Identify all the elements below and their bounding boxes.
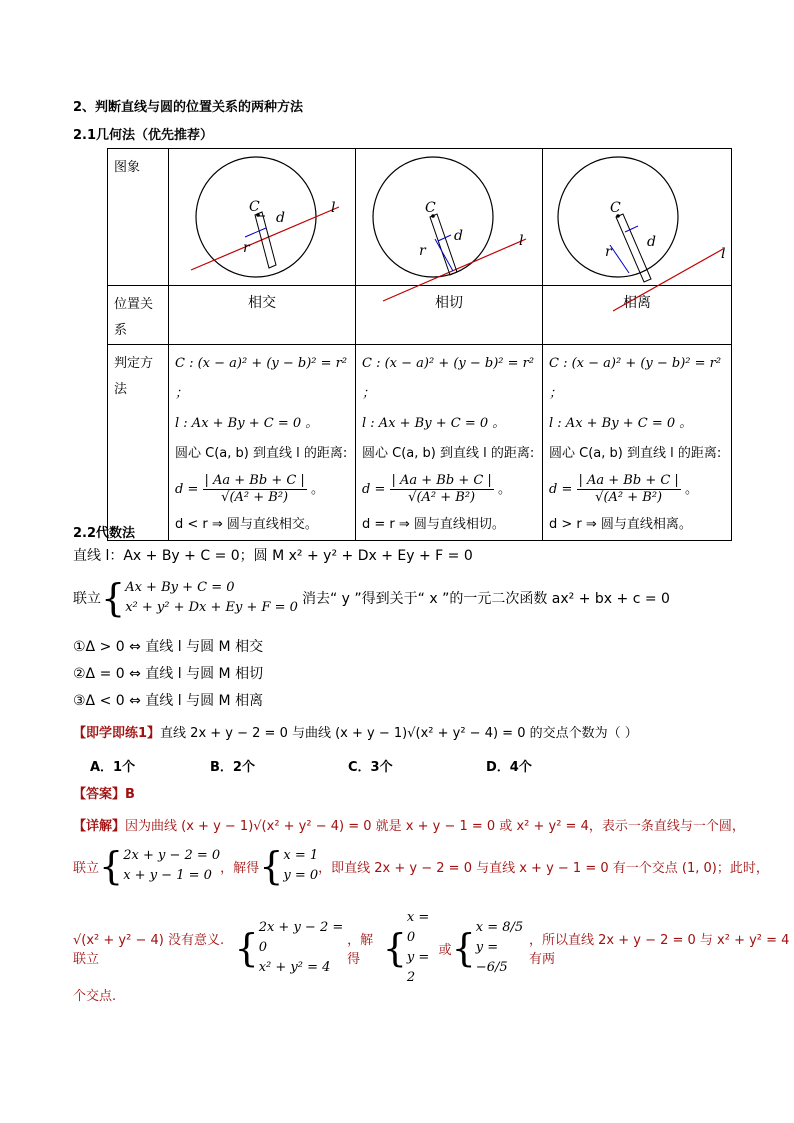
judge-tangent-cell xyxy=(356,345,543,541)
system-equations: Ax + By + C = 0 x² + y² + Dx + Ey + F = 0 xyxy=(125,580,298,615)
distance-formula: d = $\frac{| Aa + Bb + C |}{\text{√(A² + B²)}}$ 。 xyxy=(549,473,698,505)
answer-tag: 【答案】 xyxy=(73,787,126,802)
position-row-label-cell xyxy=(108,286,169,345)
judge-intersect-cell xyxy=(169,345,356,541)
circle-equation: C : (x − a)² + (y − b)² = r² ； xyxy=(549,356,722,401)
svg-text:r: r xyxy=(605,244,612,260)
position-row-label: 位置关系 xyxy=(114,297,154,338)
line-equation: l : Ax + By + C = 0 。 xyxy=(175,416,319,431)
case-separate: ③Δ < 0 ⇔ 直线 l 与圆 M 相离 xyxy=(73,693,264,709)
svg-text:C: C xyxy=(249,199,260,215)
subsection-heading-algebraic: 2.2代数法 xyxy=(73,526,136,541)
svg-text:C: C xyxy=(610,200,621,216)
case-tangent: ②Δ = 0 ⇔ 直线 l 与圆 M 相切 xyxy=(73,666,264,682)
eliminate-text: 消去“ y ”得到关于“ x ”的一元二次函数 ax² + bx + c = 0 xyxy=(301,591,670,607)
position-tangent: 相切 xyxy=(435,295,463,311)
svg-text:r: r xyxy=(419,243,426,259)
detail-line-4: 个交点. xyxy=(73,989,117,1004)
option-a: A．1个 xyxy=(90,760,136,775)
svg-text:d: d xyxy=(647,234,656,250)
section-heading: 2、判断直线与圆的位置关系的两种方法 xyxy=(73,100,304,115)
position-separate: 相离 xyxy=(623,295,651,311)
algebraic-system xyxy=(73,578,670,618)
detail-line-3: √(x² + y² − 4) 没有意义.联立 { 2x + y − 2 = 0 x² + y² = 4 ，解得 { x = 0 y = 2 或 { x = 8/5 y = −6/5 ，所以直线 2x + y − 2 = 0 与 x² + y² = 4 有两 xyxy=(73,910,790,985)
answer xyxy=(73,783,135,802)
option-b: B．2个 xyxy=(210,760,255,775)
image-row-label-cell xyxy=(108,149,169,286)
distance-intro: 圆心 C(a, b) 到直线 l 的距离: xyxy=(362,446,535,461)
svg-text:d: d xyxy=(276,210,285,226)
union-label: 联立 xyxy=(73,591,101,607)
diagram-tangent xyxy=(356,149,542,329)
case-intersect: ①Δ > 0 ⇔ 直线 l 与圆 M 相交 xyxy=(73,639,264,655)
brace: { xyxy=(101,576,126,620)
subsection-heading-geometric: 2.1几何法（优先推荐） xyxy=(73,128,214,143)
position-intersect: 相交 xyxy=(248,295,276,311)
distance-intro: 圆心 C(a, b) 到直线 l 的距离: xyxy=(175,446,348,461)
line-equation: l : Ax + By + C = 0 。 xyxy=(549,416,693,431)
distance-intro: 圆心 C(a, b) 到直线 l 的距离: xyxy=(549,446,722,461)
image-row-label: 图象 xyxy=(114,160,141,175)
detail-line-2: 联立 { 2x + y − 2 = 0 x + y − 1 = 0 ，解得 { x = 1 y = 0 ，即直线 2x + y − 2 = 0 与直线 x + y − 1 = 0 有一个交点 (1, 0)；此时， xyxy=(73,844,769,888)
algebraic-given: 直线 l：Ax + By + C = 0；圆 M x² + y² + Dx + Ey + F = 0 xyxy=(73,548,473,564)
conclusion-separate: d > r ⇒ 圆与直线相离。 xyxy=(549,517,692,532)
practice-question xyxy=(73,722,638,741)
svg-text:l: l xyxy=(519,233,524,249)
svg-text:C: C xyxy=(425,200,436,216)
detail-line-1 xyxy=(73,815,745,834)
distance-formula: d = $\frac{| Aa + Bb + C |}{\text{√(A² + B²)}}$ 。 xyxy=(362,473,511,505)
detail-text-1: 因为曲线 (x + y − 1)√(x² + y² − 4) = 0 就是 x + y − 1 = 0 或 x² + y² = 4，表示一条直线与一个圆， xyxy=(125,819,745,834)
answer-value: B xyxy=(125,787,135,802)
distance-formula: d = $\frac{| Aa + Bb + C |}{\text{√(A² + B²)}}$ 。 xyxy=(175,473,324,505)
diagram-tangent-cell xyxy=(356,149,543,286)
diagram-intersect-cell xyxy=(169,149,356,286)
method-row-label-cell xyxy=(108,345,169,541)
detail-tag: 【详解】 xyxy=(73,819,126,834)
option-c: C．3个 xyxy=(348,760,393,775)
option-d: D．4个 xyxy=(486,760,532,775)
conclusion-intersect: d < r ⇒ 圆与直线相交。 xyxy=(175,517,318,532)
geometric-method-table xyxy=(107,148,732,541)
practice-text: 直线 2x + y − 2 = 0 与曲线 (x + y − 1)√(x² + y² − 4) = 0 的交点个数为（ ） xyxy=(160,726,638,741)
conclusion-tangent: d = r ⇒ 圆与直线相切。 xyxy=(362,517,505,532)
diagram-separate xyxy=(543,149,731,329)
diagram-intersect xyxy=(169,149,355,329)
svg-text:r: r xyxy=(243,240,250,256)
diagram-separate-cell xyxy=(543,149,732,286)
method-row-label: 判定方法 xyxy=(114,356,154,397)
judge-separate-cell xyxy=(543,345,732,541)
circle-equation: C : (x − a)² + (y − b)² = r² ； xyxy=(362,356,535,401)
svg-text:l: l xyxy=(721,246,726,262)
line-equation: l : Ax + By + C = 0 。 xyxy=(362,416,506,431)
svg-text:l: l xyxy=(331,200,336,216)
circle-equation: C : (x − a)² + (y − b)² = r² ； xyxy=(175,356,348,401)
practice-tag: 【即学即练1】 xyxy=(73,726,161,741)
svg-text:d: d xyxy=(454,228,463,244)
